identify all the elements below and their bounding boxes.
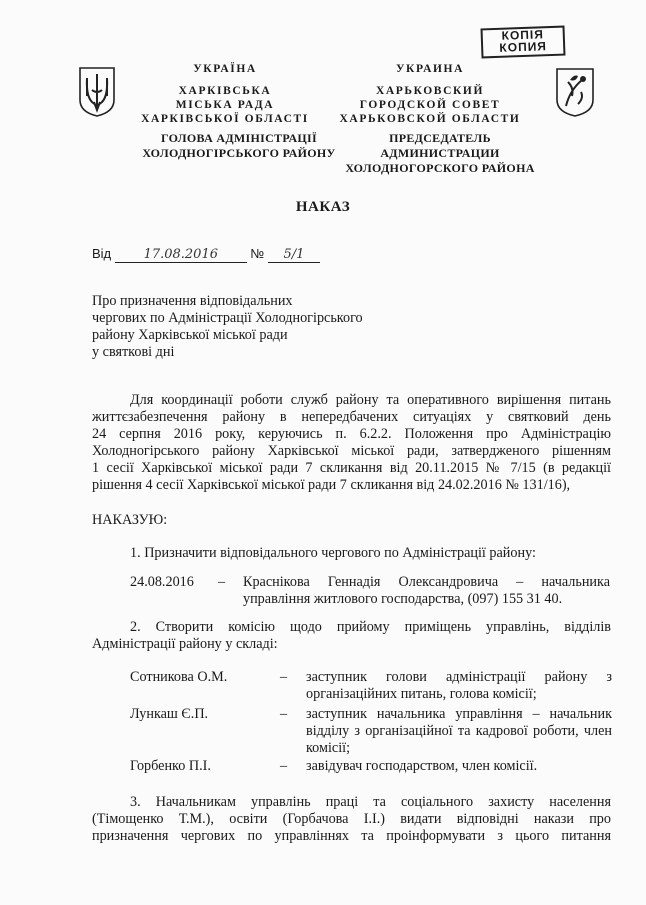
head-title-ua-line2: ХОЛОДНОГІРСЬКОГО РАЙОНУ xyxy=(142,146,336,160)
head-title-ru xyxy=(335,131,545,176)
clause-3-line: призначення чергових по управліннях та проінформувати з цього питання xyxy=(92,828,611,844)
clause-3-line: (Тімощенко Т.М.), освіти (Горбачова І.І.) видати відповідні накази про xyxy=(92,811,611,827)
duty-person-line2: управління житлового господарства, (097) 155 31 40. xyxy=(243,591,563,607)
council-line1-ru: ХАРЬКОВСКИЙ xyxy=(375,85,485,97)
order-word: НАКАЗУЮ: xyxy=(92,512,168,528)
council-line3-ru: ХАРЬКОВСКОЙ ОБЛАСТИ xyxy=(339,113,521,125)
country-ru: УКРАИНА xyxy=(395,63,465,75)
document-title: НАКАЗ xyxy=(295,199,351,215)
subject-line: у святкові дні xyxy=(92,344,175,360)
date-label: Від xyxy=(92,246,112,261)
member-role xyxy=(306,758,612,775)
number-label: № xyxy=(250,246,265,261)
duty-date: 24.08.2016 xyxy=(130,574,194,590)
council-line1-ua: ХАРКІВСЬКА xyxy=(178,85,272,97)
preamble-line: Холодногірського району Харківської міської ради, затвердженого рішенням xyxy=(92,443,611,459)
head-title-ru-line1: ПРЕДСЕДАТЕЛЬ АДМИНИСТРАЦИИ xyxy=(380,131,500,160)
council-line2-ua: МІСЬКА РАДА xyxy=(175,99,275,111)
subject-line: району Харківської міської ради xyxy=(92,327,288,343)
head-title-ru-line2: ХОЛОДНОГОРСКОГО РАЙОНА xyxy=(345,161,535,175)
clause-2-line2: Адміністрації району у складі: xyxy=(92,636,278,652)
kharkiv-coat-of-arms-icon xyxy=(554,66,596,118)
role-line: завідувач господарством, член комісії. xyxy=(306,758,538,774)
role-line: відділу з організаційної та кадрової роботи, член xyxy=(306,723,612,739)
head-title-ua xyxy=(128,131,350,161)
preamble-line: Для координації роботи служб району та оперативного вирішення питань xyxy=(130,392,611,408)
handwritten-number: 5/1 xyxy=(268,247,320,263)
copy-stamp xyxy=(481,26,566,59)
member-role xyxy=(306,669,612,703)
clause-3 xyxy=(92,794,611,845)
clause-1: 1. Призначити відповідального чергового по Адміністрації району: xyxy=(130,545,536,561)
role-line: заступник начальника управління – начальник xyxy=(306,706,612,722)
date-number-line xyxy=(92,246,320,263)
member-name: Сотникова О.М. xyxy=(130,669,228,685)
preamble-paragraph xyxy=(92,392,611,494)
preamble-line: 1 сесії Харківської міської ради 7 скликання від 20.11.2015 № 7/15 (в редакції xyxy=(92,460,611,476)
header-ukrainian xyxy=(120,62,330,126)
member-dash: – xyxy=(280,669,288,685)
role-line: комісії; xyxy=(306,740,351,756)
header-russian xyxy=(330,62,530,126)
council-line2-ru: ГОРОДСКОЙ СОВЕТ xyxy=(359,99,501,111)
member-dash: – xyxy=(280,758,288,774)
clause-2-line1: 2. Створити комісію щодо прийому приміщень управлінь, відділів xyxy=(130,619,611,635)
duty-person-line1: Краснікова Геннадія Олександровича – начальника xyxy=(243,574,610,590)
council-line3-ua: ХАРКІВСЬКОЇ ОБЛАСТІ xyxy=(141,113,309,125)
member-name: Горбенко П.І. xyxy=(130,758,211,774)
role-line: організаційних питань, голова комісії; xyxy=(306,686,537,702)
country-ua: УКРАЇНА xyxy=(193,63,257,75)
clause-2 xyxy=(92,619,611,653)
trident-emblem-icon xyxy=(78,66,116,118)
preamble-line: 24 серпня 2016 року, керуючись п. 6.2.2. Положення про Адміністрацію xyxy=(92,426,611,442)
subject-line: чергових по Адміністрації Холодногірського xyxy=(92,310,363,326)
member-name: Лункаш Є.П. xyxy=(130,706,209,722)
subject-line: Про призначення відповідальних xyxy=(92,293,293,309)
head-title-ua-line1: ГОЛОВА АДМІНІСТРАЦІЇ xyxy=(161,131,317,145)
stamp-line-ua: КОПІЯ xyxy=(501,27,545,43)
preamble-line: життєзабезпечення району в непередбачених ситуаціях у святковий день xyxy=(92,409,611,425)
role-line: заступник голови адміністрації району з xyxy=(306,669,612,685)
member-dash: – xyxy=(280,706,288,722)
clause-3-line: 3. Начальникам управлінь праці та соціального захисту населення xyxy=(130,794,611,810)
preamble-line: рішення 4 сесії Харківської міської ради 7 скликання від 24.02.2016 № 131/16), xyxy=(92,477,571,493)
order-subject xyxy=(92,293,412,361)
stamp-line-ru: КОПИЯ xyxy=(499,39,548,55)
duty-dash: – xyxy=(218,574,226,590)
handwritten-date: 17.08.2016 xyxy=(115,247,247,263)
member-role xyxy=(306,706,612,757)
